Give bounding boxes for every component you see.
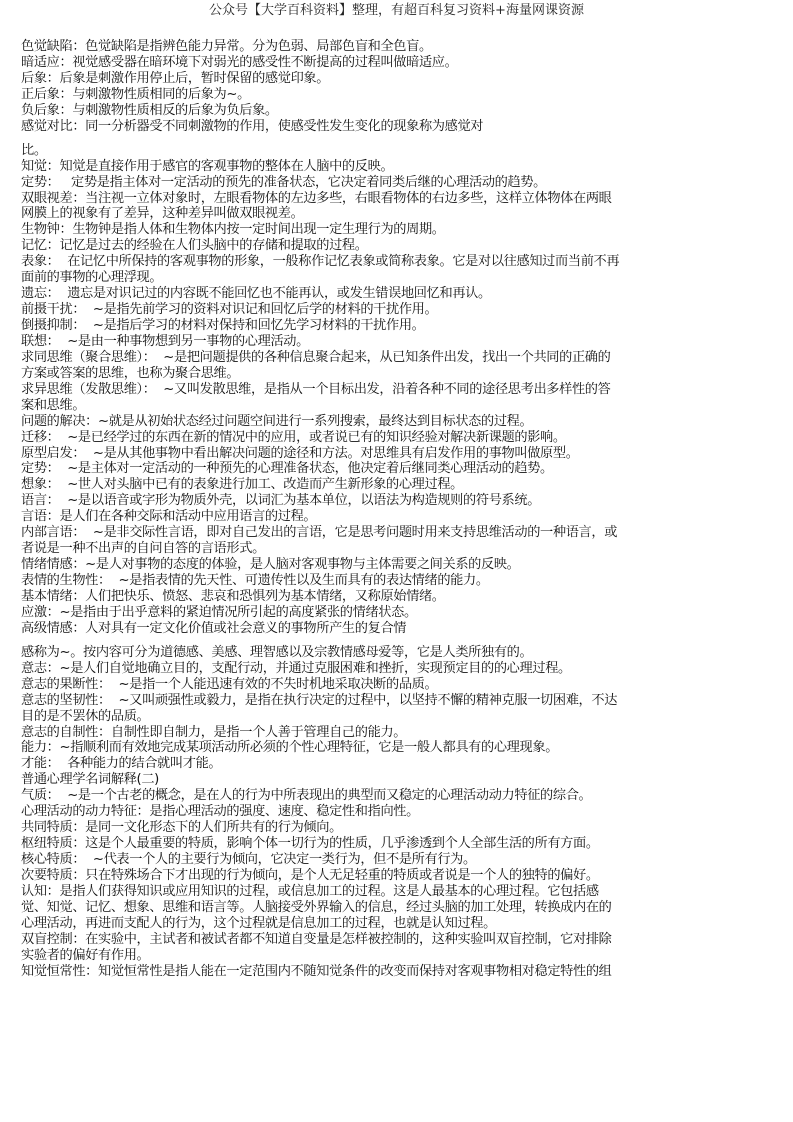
text-line: 联想： ~是由一种事物想到另一事物的心理活动。	[21, 333, 309, 349]
text-line: 能力：~指顺利而有效地完成某项活动所必须的个性心理特征，它是一般人都具有的心理现象。	[21, 740, 559, 756]
page-header: 公众号【大学百科资料】整理，有超百科复习资料+海量网课资源	[209, 3, 584, 18]
text-line: 基本情绪：人们把快乐、愤怒、悲哀和恐惧列为基本情绪，又称原始情绪。	[21, 588, 445, 604]
text-line: 应激：~是指由于出乎意料的紧迫情况所引起的高度紧张的情绪状态。	[21, 604, 417, 620]
text-line: 想象： ~世人对头脑中已有的表象进行加工、改造而产生新形象的心理过程。	[21, 477, 464, 493]
text-line: 遗忘： 遗忘是对识记过的内容既不能回忆也不能再认，或发生错误地回忆和再认。	[21, 286, 491, 302]
text-line: 迁移： ~是已经学过的东西在新的情况中的应用，或者说已有的知识经验对解决新课题的影响。	[21, 429, 566, 445]
text-line: 生物钟：生物钟是指人体和生物体内按一定时间出现一定生理行为的周期。	[21, 222, 445, 238]
text-line: 言语：是人们在各种交际和活动中应用语言的过程。	[21, 509, 317, 525]
text-line: 比。	[21, 142, 47, 158]
text-line: 目的是不罢休的品质。	[21, 708, 150, 724]
text-line: 色觉缺陷：色觉缺陷是指辨色能力异常。分为色弱、局部色盲和全色盲。	[21, 39, 432, 54]
text-line: 认知：是指人们获得知识或应用知识的过程，或信息加工的过程。这是人最基本的心理过程。它包括感	[21, 883, 599, 899]
text-line: 枢纽特质：这是个人最重要的特质，影响个体一切行为的性质，几乎渗透到个人全部生活的所有方面。	[21, 836, 599, 852]
text-line: 共同特质：是同一文化形态下的人们所共有的行为倾向。	[21, 820, 342, 836]
text-line: 才能： 各种能力的结合就叫才能。	[21, 756, 222, 772]
text-line: 面前的事物的心理浮现。	[21, 270, 163, 286]
text-line: 记忆：记忆是过去的经验在人们头脑中的存储和提取的过程。	[21, 238, 368, 254]
text-line: 内部言语： ~是非交际性言语，即对自己发出的言语，它是思考问题时用来支持思维活动的一种语言，或	[21, 525, 618, 541]
text-line: 表象： 在记忆中所保持的客观事物的形象，一般称作记忆表象或简称表象。它是对以往感知过而当前不再	[21, 254, 620, 270]
text-line: 情绪情感：~是人对事物的态度的体验，是人脑对客观事物与主体需要之间关系的反映。	[21, 557, 520, 573]
text-line: 倒摄抑制： ~是指后学习的材料对保持和回忆先学习材料的干扰作用。	[21, 318, 425, 333]
text-line: 后象：后象是刺激作用停止后，暂时保留的感觉印象。	[21, 70, 330, 86]
text-line: 负后象：与刺激物性质相反的后象为负后象。	[21, 102, 278, 118]
text-line: 气质： ~是一个古老的概念，是在人的行为中所表现出的典型而又稳定的心理活动动力特征的综合。	[21, 788, 592, 804]
text-line: 网膜上的视象有了差异，这种差异叫做双眼视差。	[21, 206, 304, 222]
text-line: 双盲控制：在实验中，主试者和被试者都不知道自变量是怎样被控制的，这种实验叫双盲控制，它对排除	[21, 931, 612, 947]
text-line: 双眼视差：当注视一立体对象时，左眼看物体的左边多些，右眼看物体的右边多些，这样立体物体在两眼	[21, 190, 612, 206]
text-line: 知觉恒常性：知觉恒常性是指人能在一定范围内不随知觉条件的改变而保持对客观事物相对稳定特性的组	[21, 963, 612, 979]
document-body	[21, 39, 773, 980]
text-line: 核心特质： ~代表一个人的主要行为倾向，它决定一类行为，但不是所有行为。	[21, 852, 476, 867]
text-line: 求同思维（聚合思维）： ~是把问题提供的各种信息聚合起来，从已知条件出发，找出一个共同的正确的	[21, 349, 611, 365]
text-line: 意志：~是人们自觉地确立目的，支配行动，并通过克服困难和挫折，实现预定目的的心理过程。	[21, 660, 571, 676]
text-line: 表情的生物性： ~是指表情的先天性、可遗传性以及生而具有的表达情绪的能力。	[21, 573, 489, 588]
text-line: 心理活动，再进而支配人的行为，这个过程就是信息加工的过程，也就是认知过程。	[21, 915, 496, 931]
text-line: 定势： ~是主体对一定活动的一种预先的心理准备状态，他决定着后继同类心理活动的趋势。	[21, 461, 553, 477]
text-line: 意志的坚韧性： ~又叫顽强性或毅力，是指在执行决定的过程中，以坚持不懈的精神克服一切困难，不达	[21, 692, 618, 708]
text-line: 定势： 定势是指主体对一定活动的预先的准备状态，它决定着同类后继的心理活动的趋势。	[21, 174, 547, 190]
text-line: 感觉对比：同一分析器受不同刺激物的作用，使感受性发生变化的现象称为感觉对	[21, 118, 484, 134]
text-line: 心理活动的动力特征：是指心理活动的强度、速度、稳定性和指向性。	[21, 804, 419, 820]
text-line: 方案或答案的思维，也称为聚合思维。	[21, 365, 240, 381]
text-line: 意志的果断性： ~是指一个人能迅速有效的不失时机地采取决断的品质。	[21, 676, 438, 692]
text-line: 求异思维（发散思维）： ~又叫发散思维，是指从一个目标出发，沿着各种不同的途径思考出多样性的答	[21, 381, 611, 397]
text-line: 正后象：与刺激物性质相同的后象为~。	[21, 86, 250, 102]
text-line: 问题的解决：~就是从初始状态经过问题空间进行一系列搜索，最终达到目标状态的过程。	[21, 413, 533, 429]
text-line: 前摄干扰： ~是指先前学习的资料对识记和回忆后学的材料的干扰作用。	[21, 302, 438, 318]
text-line: 实验者的偏好有作用。	[21, 947, 150, 963]
text-line: 次要特质：只在特殊场合下才出现的行为倾向，是个人无足轻重的特质或者说是一个人的独特的偏好。	[21, 867, 599, 883]
text-line: 觉、知觉、记忆、想象、思维和语言等。人脑接受外界输入的信息，经过头脑的加工处理，转换成内在的	[21, 899, 612, 915]
text-line: 案和思维。	[21, 397, 86, 413]
text-line: 感称为~。按内容可分为道德感、美感、理智感以及宗教情感母爱等，它是人类所独有的。	[21, 644, 533, 660]
text-line: 语言： ~是以语音或字形为物质外壳，以词汇为基本单位，以语法为构造规则的符号系统。	[21, 493, 541, 509]
text-line: 暗适应：视觉感受器在暗环境下对弱光的感受性不断提高的过程叫做暗适应。	[21, 54, 458, 70]
text-line: 知觉：知觉是直接作用于感官的客观事物的整体在人脑中的反映。	[21, 158, 394, 174]
section-heading: 普通心理学名词解释(二)	[21, 772, 159, 788]
text-line: 高级情感：人对具有一定文化价值或社会意义的事物所产生的复合情	[21, 620, 407, 636]
text-line: 意志的自制性：自制性即自制力，是指一个人善于管理自己的能力。	[21, 724, 407, 740]
text-line: 原型启发： ~是从其他事物中看出解决问题的途径和方法。对思维具有启发作用的事物叫做原型。	[21, 445, 579, 461]
text-line: 者说是一种不出声的自问自答的言语形式。	[21, 541, 265, 557]
